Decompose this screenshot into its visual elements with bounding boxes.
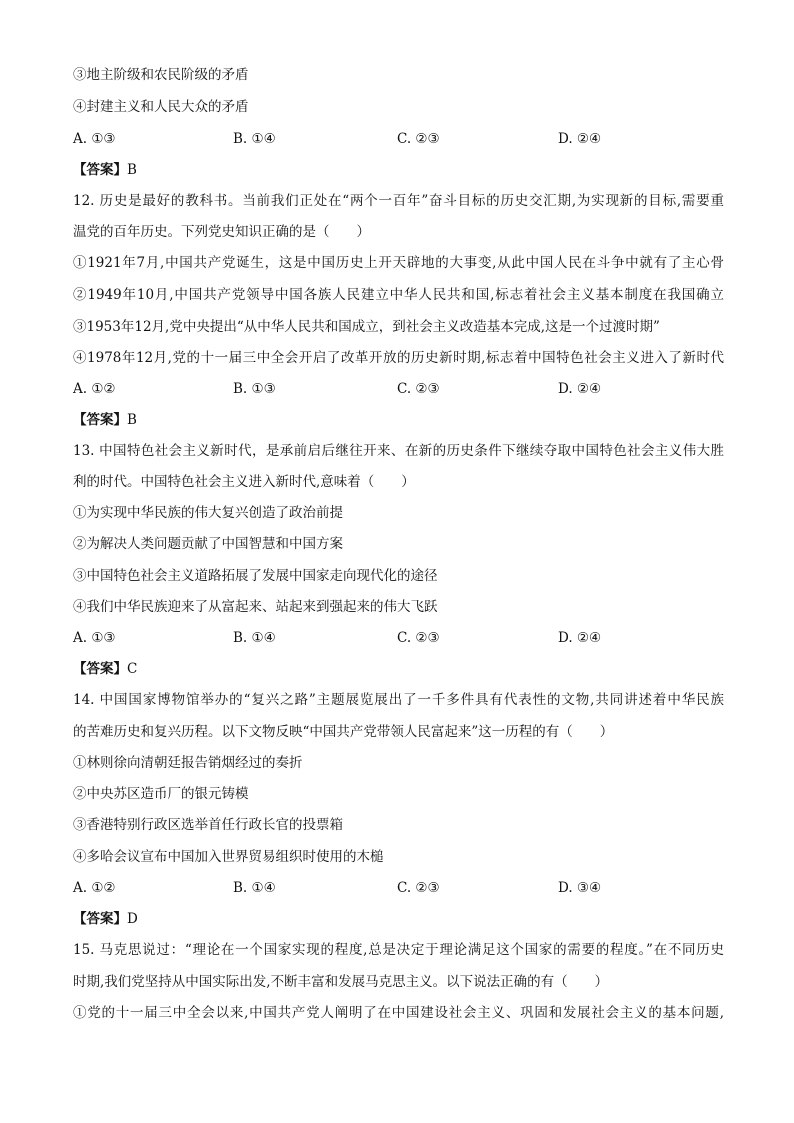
q13-stem-line-2: 利的时代。中国特色社会主义进入新时代,意味着（ ） — [73, 474, 415, 490]
q12-stem-line-1: 12. 历史是最好的教科书。当前我们正处在“两个一百年”奋斗目标的历史交汇期,为实现新的目标,需要重 — [73, 193, 724, 209]
q13-item-3: ③中国特色社会主义道路拓展了发展中国家走向现代化的途径 — [73, 568, 438, 584]
prev-item-4: ④封建主义和人民大众的矛盾 — [73, 99, 249, 115]
answer-value: D — [127, 911, 138, 927]
q14-options — [73, 879, 724, 897]
q13-answer — [73, 660, 724, 678]
q13-item-1: ①为实现中华民族的伟大复兴创造了政治前提 — [73, 505, 343, 521]
q12-item-4: ④1978年12月,党的十一届三中全会开启了改革开放的历史新时期,标志着中国特色社会主义进入了新时代 — [73, 350, 724, 366]
option-b: B. ①④ — [233, 630, 276, 646]
q13-item-4: ④我们中华民族迎来了从富起来、站起来到强起来的伟大飞跃 — [73, 599, 438, 615]
option-b: B. ①④ — [233, 131, 276, 147]
option-a: A. ①③ — [73, 131, 116, 147]
option-d: D. ②④ — [558, 381, 602, 397]
option-d: D. ②④ — [558, 131, 602, 147]
answer-value: B — [127, 412, 137, 428]
option-b: B. ①④ — [233, 880, 276, 896]
answer-tag: 【答案】 — [73, 661, 127, 677]
q15-item-1: ①党的十一届三中全会以来,中国共产党人阐明了在中国建设社会主义、巩固和发展社会主义的基本问题, — [73, 1005, 724, 1021]
answer-tag: 【答案】 — [73, 162, 127, 178]
q14-stem-line-2: 的苦难历史和复兴历程。以下文物反映“中国共产党带领人民富起来”这一历程的有（ ） — [73, 724, 614, 740]
q14-item-2: ②中央苏区造币厂的银元铸模 — [73, 786, 249, 802]
q13-options — [73, 629, 724, 647]
answer-tag: 【答案】 — [73, 412, 127, 428]
q12-item-3: ③1953年12月,党中央提出“从中华人民共和国成立，到社会主义改造基本完成,这是一个过渡时期” — [73, 319, 660, 335]
option-c: C. ②③ — [397, 131, 440, 147]
q14-item-3: ③香港特别行政区选举首任行政长官的投票箱 — [73, 817, 343, 833]
option-c: C. ②③ — [397, 630, 440, 646]
q13-item-2: ②为解决人类问题贡献了中国智慧和中国方案 — [73, 536, 343, 552]
option-a: A. ①② — [73, 880, 116, 896]
answer-value: C — [127, 661, 138, 677]
option-a: A. ①③ — [73, 630, 116, 646]
prev-answer — [73, 161, 724, 179]
option-c: C. ②③ — [397, 880, 440, 896]
option-b: B. ①③ — [233, 381, 276, 397]
option-d: D. ③④ — [558, 880, 602, 896]
prev-options — [73, 130, 724, 148]
option-a: A. ①② — [73, 381, 116, 397]
q12-item-2: ②1949年10月,中国共产党领导中国各族人民建立中华人民共和国,标志着社会主义基本制度在我国确立 — [73, 287, 724, 303]
q14-item-4: ④多哈会议宣布中国加入世界贸易组织时使用的木槌 — [73, 849, 384, 865]
q15-stem-line-1: 15. 马克思说过：“理论在一个国家实现的程度,总是决定于理论满足这个国家的需要的程度。”在不同历史 — [73, 942, 724, 958]
q12-stem-line-2: 温党的百年历史。下列党史知识正确的是（ ） — [73, 224, 370, 240]
prev-item-3: ③地主阶级和农民阶级的矛盾 — [73, 67, 249, 83]
q14-item-1: ①林则徐向清朝廷报告销烟经过的奏折 — [73, 755, 303, 771]
q12-answer — [73, 411, 724, 429]
q14-answer — [73, 910, 724, 928]
option-d: D. ②④ — [558, 630, 602, 646]
answer-tag: 【答案】 — [73, 911, 127, 927]
option-c: C. ②③ — [397, 381, 440, 397]
answer-value: B — [127, 162, 137, 178]
q14-stem-line-1: 14. 中国国家博物馆举办的“复兴之路”主题展览展出了一千多件具有代表性的文物,共同讲述着中华民族 — [73, 692, 724, 708]
q12-options — [73, 380, 724, 398]
q12-item-1: ①1921年7月,中国共产党诞生，这是中国历史上开天辟地的大事变,从此中国人民在斗争中就有了主心骨 — [73, 255, 724, 271]
q15-stem-line-2: 时期,我们党坚持从中国实际出发,不断丰富和发展马克思主义。以下说法正确的有（ ） — [73, 974, 609, 990]
q13-stem-line-1: 13. 中国特色社会主义新时代，是承前启后继往开来、在新的历史条件下继续夺取中国特色社会主义伟大胜 — [73, 443, 724, 459]
